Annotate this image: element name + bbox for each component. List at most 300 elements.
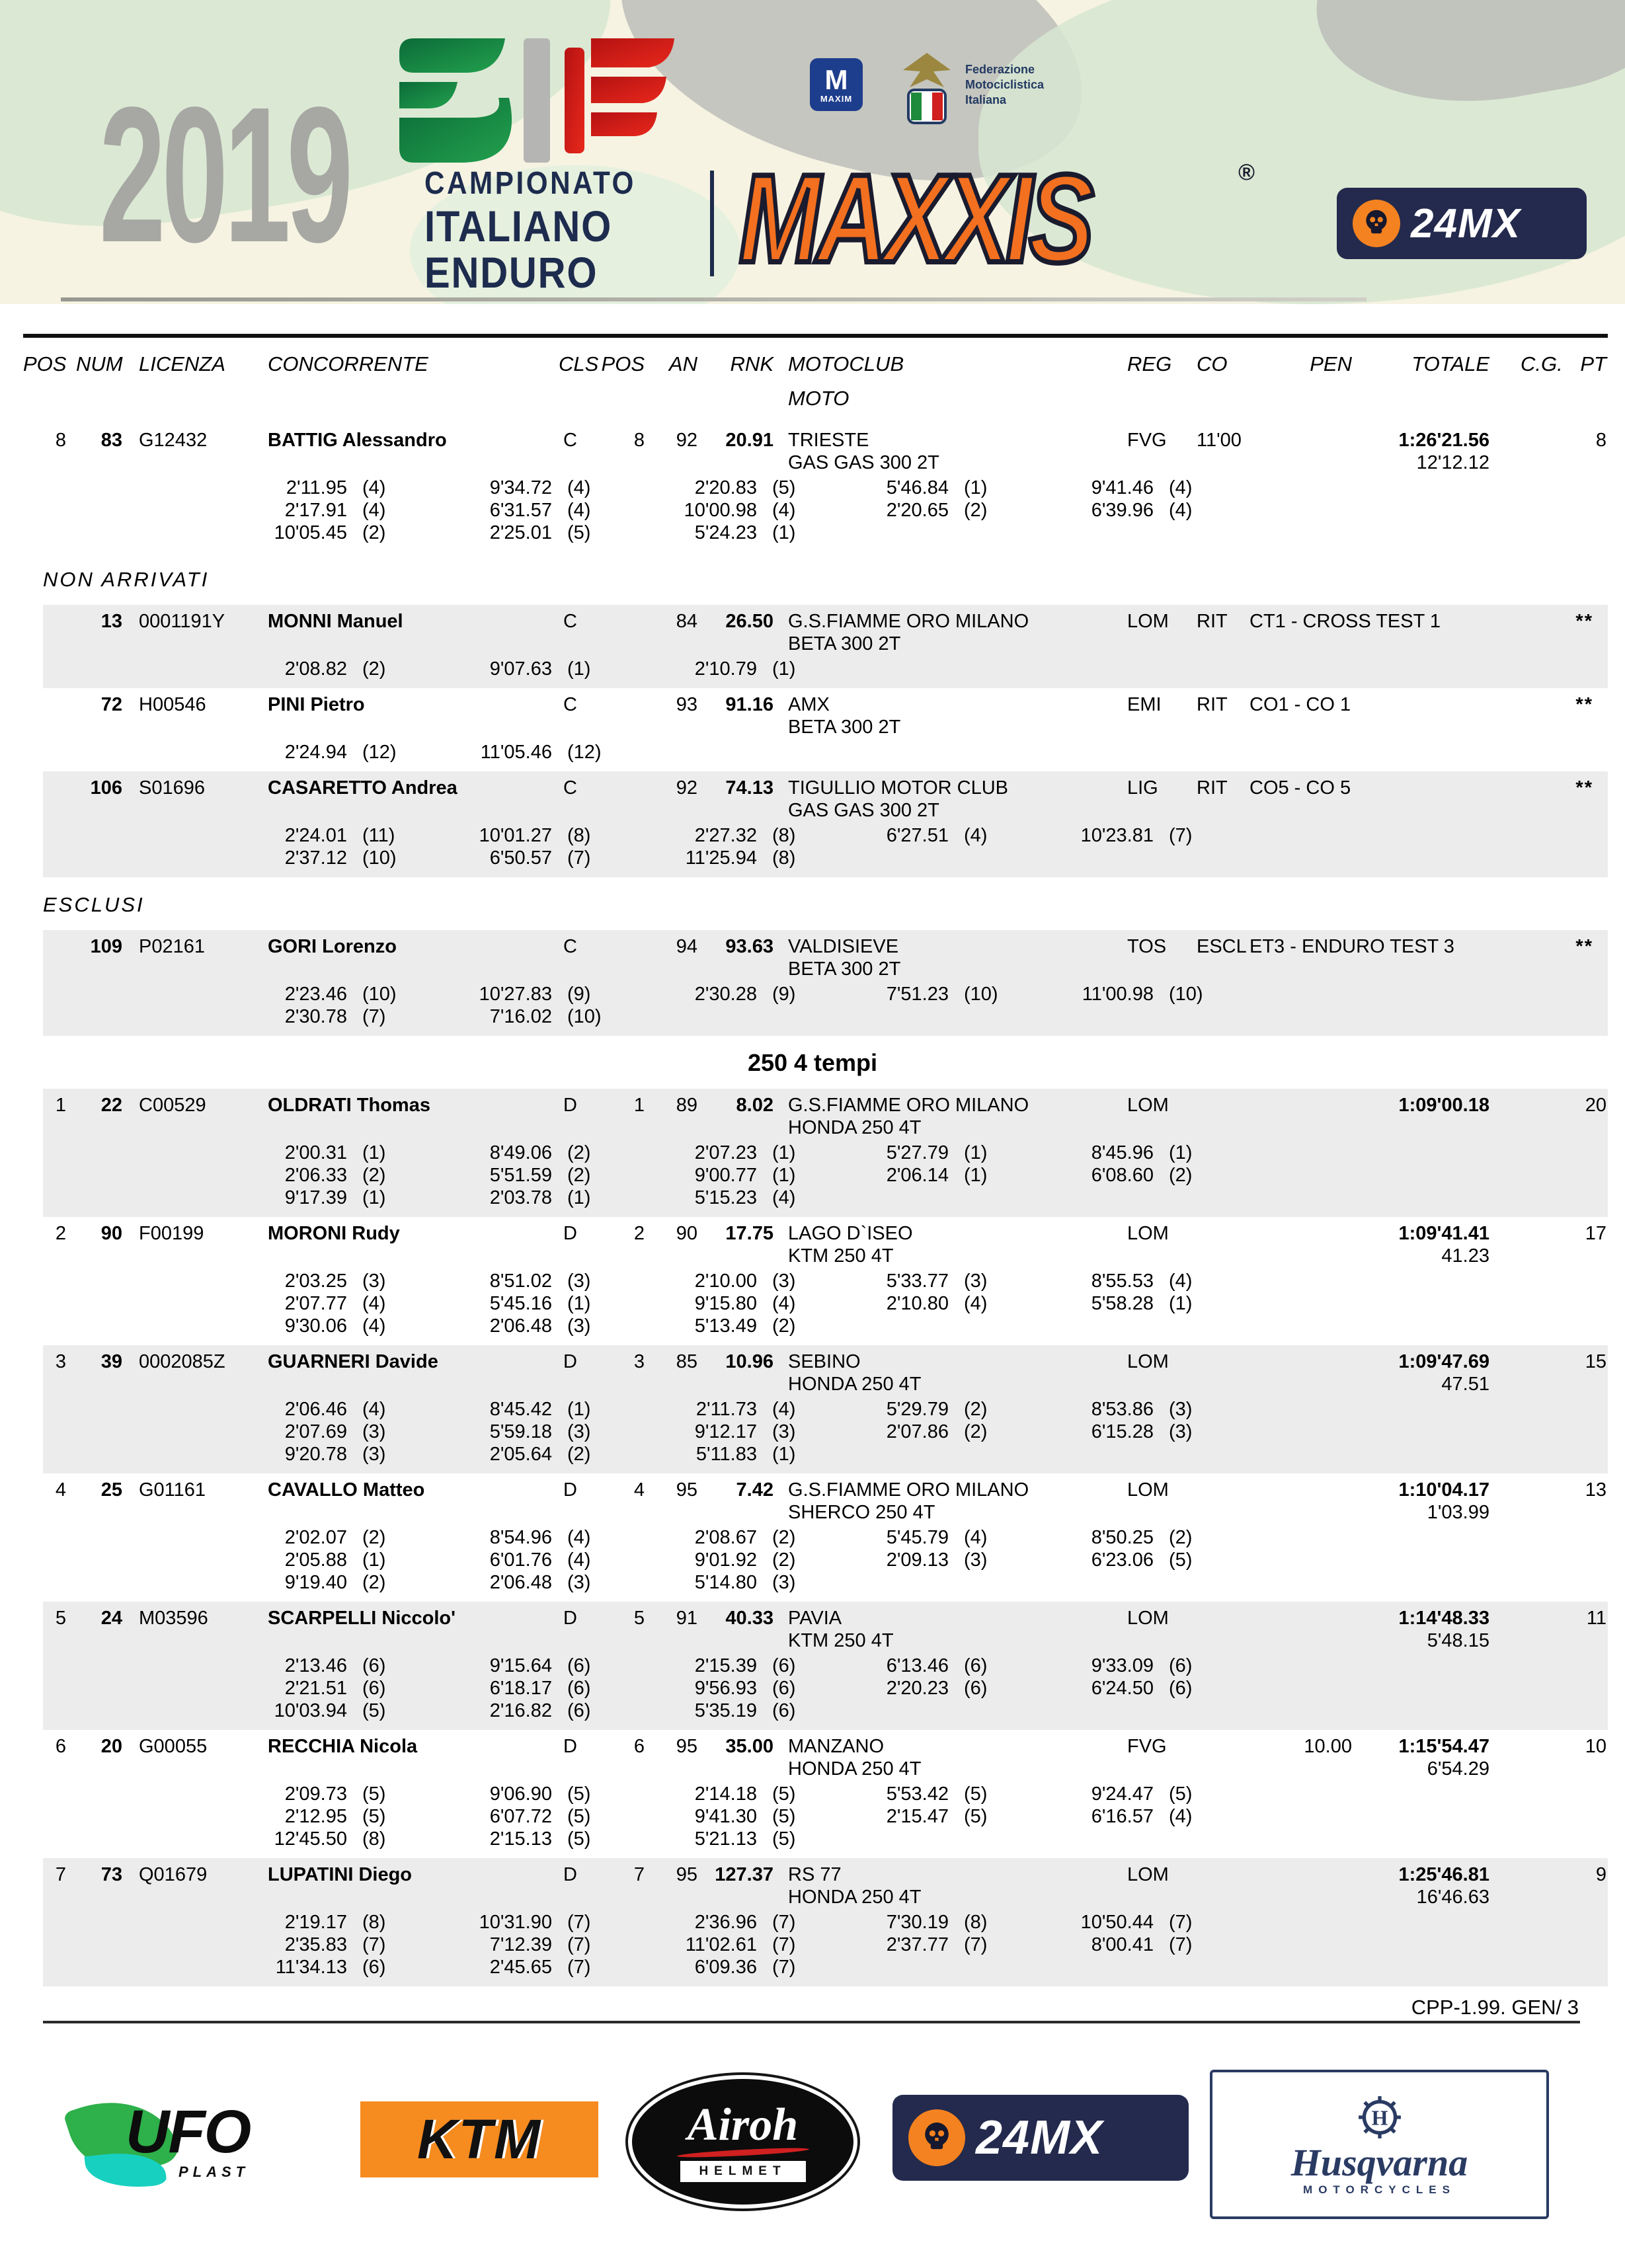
- cell-cls: C: [563, 430, 577, 451]
- cell-pos: 1: [55, 1095, 66, 1116]
- maxim-label: MAXIM: [820, 93, 853, 104]
- cell-test-time: 11'05.46: [480, 742, 552, 763]
- cell-motoclub: SEBINO: [788, 1351, 861, 1372]
- divider-line: [710, 171, 714, 276]
- cell-pos: 2: [55, 1223, 66, 1244]
- cell-test-time: 2'14.18: [694, 1783, 757, 1805]
- rider-row: [0, 605, 1625, 688]
- cell-rnk: 35.00: [725, 1736, 773, 1757]
- cell-pt: 15: [1585, 1351, 1606, 1372]
- cell-test-time: 9'30.06: [284, 1315, 347, 1337]
- cell-test-time: 6'27.51: [886, 825, 949, 846]
- cell-test-time: 2'11.73: [695, 1399, 757, 1420]
- cell-test-time: 2'37.77: [886, 1934, 949, 1955]
- cell-pt: 9: [1595, 1864, 1606, 1885]
- cell-test-rank: (8): [772, 847, 796, 869]
- cell-test-time: 2'09.13: [886, 1549, 949, 1571]
- cell-test-time: 9'17.39: [284, 1187, 347, 1208]
- cell-test-rank: (2): [362, 1165, 386, 1186]
- cell-test-time: 2'10.00: [694, 1271, 757, 1292]
- cell-test-rank: (3): [567, 1421, 591, 1442]
- cell-moto: GAS GAS 300 2T: [788, 452, 939, 473]
- cell-test-time: 2'11.95: [286, 477, 347, 498]
- skull-icon: [1353, 200, 1400, 247]
- cell-motoclub: G.S.FIAMME ORO MILANO: [788, 611, 1029, 632]
- cell-test-time: 5'15.23: [694, 1187, 757, 1208]
- cell-motoclub: G.S.FIAMME ORO MILANO: [788, 1095, 1029, 1116]
- cell-test-rank: (5): [772, 1806, 796, 1827]
- cell-test-time: 9'19.40: [284, 1572, 347, 1593]
- cell-test-time: 2'19.17: [284, 1912, 347, 1933]
- cell-test-rank: (1): [772, 1165, 796, 1186]
- cell-test-time: 2'20.65: [886, 500, 949, 521]
- cell-moto: HONDA 250 4T: [788, 1758, 922, 1779]
- cell-pos: 8: [55, 430, 66, 451]
- cell-rnk: 74.13: [725, 777, 773, 799]
- col-pen: PEN: [1310, 352, 1352, 375]
- cell-test-time: 2'35.83: [284, 1934, 347, 1955]
- cell-num: 90: [100, 1223, 122, 1244]
- cell-reg: LOM: [1127, 1608, 1169, 1629]
- cell-test-rank: (1): [964, 1165, 988, 1186]
- cell-test-time: 6'09.36: [694, 1957, 757, 1978]
- cell-rnk: 17.75: [725, 1223, 773, 1244]
- cell-licenza: 0001191Y: [139, 611, 225, 632]
- cell-an: 95: [676, 1736, 697, 1757]
- cell-reg: LOM: [1127, 1223, 1169, 1244]
- cell-test-time: 5'46.84: [886, 477, 949, 498]
- cell-test-time: 2'27.32: [694, 825, 757, 846]
- 24mx-label: 24MX: [1411, 200, 1521, 247]
- cell-rnk: 8.02: [736, 1095, 773, 1116]
- cell-test-time: 2'03.78: [489, 1187, 552, 1208]
- cell-test-time: 2'37.12: [284, 847, 347, 869]
- cell-pos: 3: [55, 1351, 66, 1372]
- cell-test-rank: (4): [567, 1527, 591, 1548]
- cell-test-rank: (7): [1169, 1912, 1193, 1933]
- cell-cls: D: [563, 1223, 577, 1244]
- cell-cls: D: [563, 1864, 577, 1885]
- cell-test-rank: (11): [362, 825, 395, 846]
- cell-test-rank: (6): [567, 1655, 591, 1676]
- cell-test-time: 8'45.96: [1091, 1142, 1154, 1163]
- cell-pos2: 3: [633, 1351, 645, 1372]
- cell-pt: 11: [1586, 1608, 1606, 1629]
- cell-an: 85: [676, 1351, 697, 1372]
- cell-test-rank: (5): [964, 1783, 988, 1805]
- cell-test-time: 2'36.96: [694, 1912, 757, 1933]
- cell-an: 92: [676, 430, 697, 451]
- cell-test-time: 2'30.28: [694, 984, 757, 1005]
- cell-an: 90: [676, 1223, 697, 1244]
- cell-name: CASARETTO Andrea: [268, 777, 457, 799]
- cell-test-time: 2'07.23: [694, 1142, 757, 1163]
- cell-test-rank: (7): [567, 1934, 591, 1955]
- cell-pos2: 2: [633, 1223, 645, 1244]
- cell-test-time: 7'30.19: [886, 1912, 949, 1933]
- cell-name: CAVALLO Matteo: [268, 1479, 425, 1501]
- cell-test-time: 2'08.67: [694, 1527, 757, 1548]
- cell-name: RECCHIA Nicola: [268, 1736, 418, 1757]
- cell-test-time: 2'24.94: [284, 742, 347, 763]
- ufo-label: UFO: [126, 2098, 251, 2166]
- col-cg: C.G.: [1521, 352, 1563, 375]
- airoh-sublabel: HELMET: [680, 2161, 806, 2182]
- cell-test-rank: (3): [964, 1549, 988, 1571]
- cell-test-time: 9'20.78: [284, 1444, 347, 1465]
- cell-totale: 1:14'48.33: [1398, 1608, 1489, 1629]
- cell-test-time: 6'24.50: [1091, 1678, 1154, 1699]
- cell-test-rank: (8): [964, 1912, 988, 1933]
- cell-test-rank: (3): [362, 1444, 386, 1465]
- cell-test-rank: (10): [1169, 984, 1203, 1005]
- cell-reg: LOM: [1127, 611, 1169, 632]
- cell-reg: LOM: [1127, 1095, 1169, 1116]
- cell-test-time: 9'41.30: [694, 1806, 757, 1827]
- svg-text:H: H: [1371, 2106, 1388, 2130]
- cell-cls: D: [563, 1351, 577, 1372]
- cell-test-rank: (4): [567, 1549, 591, 1571]
- cell-motoclub: G.S.FIAMME ORO MILANO: [788, 1479, 1029, 1501]
- cell-test-rank: (6): [362, 1957, 386, 1978]
- cell-test-rank: (6): [567, 1678, 591, 1699]
- cell-an: 95: [676, 1479, 697, 1501]
- cell-test-time: 8'55.53: [1091, 1271, 1154, 1292]
- cell-num: 25: [100, 1479, 122, 1501]
- cell-test-rank: (3): [772, 1572, 796, 1593]
- cell-test-rank: (5): [567, 522, 591, 543]
- results-sheet: [0, 304, 1625, 2255]
- cell-test-time: 2'15.39: [694, 1655, 757, 1676]
- cell-test-rank: (6): [772, 1655, 796, 1676]
- cell-licenza: F00199: [139, 1223, 204, 1244]
- cell-test-time: 2'21.51: [284, 1678, 347, 1699]
- airoh-label: Airoh: [687, 2099, 799, 2150]
- cell-test-time: 9'15.80: [694, 1293, 757, 1314]
- cell-rnk: 7.42: [736, 1479, 773, 1501]
- cell-test-time: 2'15.13: [489, 1828, 552, 1850]
- cell-test-rank: (2): [772, 1527, 796, 1548]
- cell-test-time: 10'27.83: [479, 984, 552, 1005]
- cell-test-time: 6'08.60: [1091, 1165, 1154, 1186]
- cell-test-rank: (4): [362, 1399, 386, 1420]
- cell-rnk: 93.63: [725, 936, 773, 957]
- col-pt: PT: [1580, 352, 1606, 375]
- ktm-label: KTM: [417, 2108, 541, 2170]
- cell-test-time: 5'58.28: [1091, 1293, 1154, 1314]
- husqvarna-gear-icon: [1355, 2092, 1405, 2142]
- cell-test-rank: (2): [362, 1527, 386, 1548]
- cell-test-time: 8'50.25: [1091, 1527, 1154, 1548]
- col-an: AN: [668, 352, 697, 375]
- cell-test-time: 2'06.33: [284, 1165, 347, 1186]
- cell-totale: 1:15'54.47: [1398, 1736, 1489, 1757]
- cell-rnk: 91.16: [725, 694, 773, 715]
- cell-num: 72: [100, 694, 122, 715]
- cell-test-time: 2'30.78: [284, 1006, 347, 1027]
- 24mx-label: 24MX: [976, 2111, 1103, 2164]
- cell-name: MONNI Manuel: [268, 611, 403, 632]
- cell-licenza: G00055: [139, 1736, 208, 1757]
- cell-test-rank: (5): [567, 1828, 591, 1850]
- cell-licenza: Q01679: [139, 1864, 208, 1885]
- cell-test-time: 2'16.82: [489, 1700, 552, 1721]
- cell-gap: 1'03.99: [1427, 1502, 1489, 1523]
- cell-test-rank: (1): [567, 1187, 591, 1208]
- cell-test-rank: (3): [567, 1315, 591, 1337]
- cell-test-time: 5'13.49: [694, 1315, 757, 1337]
- cell-test-rank: (4): [567, 477, 591, 498]
- cell-test-rank: (5): [772, 477, 796, 498]
- cell-test-rank: (7): [772, 1934, 796, 1955]
- series-title: [424, 0, 729, 304]
- cell-cls: D: [563, 1095, 577, 1116]
- cell-test-rank: (4): [362, 1315, 386, 1337]
- cell-reg: LOM: [1127, 1864, 1169, 1885]
- cell-test-rank: (3): [772, 1421, 796, 1442]
- col-pos: POS: [23, 352, 67, 375]
- cell-moto: BETA 300 2T: [788, 717, 901, 738]
- cell-cls: C: [563, 936, 577, 957]
- cell-test-rank: (4): [964, 1527, 988, 1548]
- cell-test-rank: (6): [964, 1655, 988, 1676]
- cell-gap: 47.51: [1441, 1374, 1489, 1395]
- cell-test-time: 10'00.98: [684, 500, 757, 521]
- cell-test-rank: (10): [567, 1006, 602, 1027]
- cell-test-time: 9'34.72: [489, 477, 552, 498]
- ufo-logo: [79, 2090, 311, 2202]
- cell-test-rank: (1): [772, 658, 796, 680]
- cell-test-rank: (1): [772, 1142, 796, 1163]
- cell-test-time: 2'13.46: [284, 1655, 347, 1676]
- cell-test-rank: (2): [964, 1399, 988, 1420]
- cell-test-time: 9'06.90: [489, 1783, 552, 1805]
- cell-test-rank: (6): [1169, 1655, 1193, 1676]
- cell-test-time: 2'15.47: [886, 1806, 949, 1827]
- cell-test-time: 10'23.81: [1080, 825, 1154, 846]
- cell-test-time: 2'24.01: [284, 825, 347, 846]
- cell-test-time: 2'05.64: [489, 1444, 552, 1465]
- cell-test-time: 6'16.57: [1091, 1806, 1154, 1827]
- cell-moto: BETA 300 2T: [788, 633, 901, 654]
- cell-test-time: 11'00.98: [1082, 984, 1154, 1005]
- cell-test-rank: (7): [1169, 1934, 1193, 1955]
- cell-totale: 1:26'21.56: [1398, 430, 1489, 451]
- col-rnk: RNK: [730, 352, 773, 375]
- rider-row: [0, 1089, 1625, 1217]
- cell-test-rank: (4): [567, 500, 591, 521]
- cell-rnk: 10.96: [725, 1351, 773, 1372]
- cell-name: GUARNERI Davide: [268, 1351, 438, 1372]
- cell-name: GORI Lorenzo: [268, 936, 397, 957]
- cell-moto: HONDA 250 4T: [788, 1117, 922, 1138]
- fmi-eagle-icon: [894, 50, 960, 130]
- cell-test-rank: (4): [1169, 1271, 1193, 1292]
- cell-test-time: 7'12.39: [489, 1934, 552, 1955]
- cell-licenza: 0002085Z: [139, 1351, 225, 1372]
- cell-totale: 1:10'04.17: [1398, 1479, 1489, 1501]
- ufo-sublabel: PLAST: [178, 2164, 250, 2180]
- cell-licenza: G12432: [139, 430, 208, 451]
- cell-motoclub: PAVIA: [788, 1608, 842, 1629]
- cell-test-time: 6'18.17: [489, 1678, 552, 1699]
- rider-row: [0, 771, 1625, 877]
- cell-rnk: 20.91: [725, 430, 773, 451]
- cell-motoclub: VALDISIEVE: [788, 936, 899, 957]
- cell-motoclub: MANZANO: [788, 1736, 884, 1757]
- cell-an: 95: [676, 1864, 697, 1885]
- rider-row: [0, 1217, 1625, 1345]
- cell-licenza: C00529: [139, 1095, 206, 1116]
- cell-an: 91: [676, 1608, 697, 1629]
- cell-test-rank: (6): [362, 1678, 386, 1699]
- cell-test-rank: (3): [1169, 1421, 1193, 1442]
- cell-licenza: H00546: [139, 694, 206, 715]
- cell-test-rank: (1): [362, 1549, 386, 1571]
- ktm-logo: [360, 2101, 598, 2177]
- cell-gap: 6'54.29: [1427, 1758, 1489, 1779]
- cell-test-time: 9'00.77: [694, 1165, 757, 1186]
- cell-moto: BETA 300 2T: [788, 958, 901, 980]
- cell-test-time: 5'45.16: [489, 1293, 552, 1314]
- cell-test-time: 2'09.73: [284, 1783, 347, 1805]
- cell-an: 93: [676, 694, 697, 715]
- cell-totale: 1:09'47.69: [1398, 1351, 1489, 1372]
- cell-pos: 5: [55, 1608, 66, 1629]
- cell-totale: 1:25'46.81: [1398, 1864, 1489, 1885]
- cell-test-time: 9'41.46: [1091, 477, 1154, 498]
- table-header: [23, 334, 1608, 424]
- cell-cls: D: [563, 1479, 577, 1501]
- cell-test-time: 9'07.63: [489, 658, 552, 680]
- cell-test-time: 10'05.45: [274, 522, 347, 543]
- cell-moto: SHERCO 250 4T: [788, 1502, 935, 1523]
- cell-moto: HONDA 250 4T: [788, 1374, 922, 1395]
- cell-test-time: 7'51.23: [886, 984, 949, 1005]
- cell-co: ESCL: [1197, 936, 1247, 957]
- section-label: ESCLUSI: [43, 893, 145, 916]
- cell-rnk: 26.50: [725, 611, 773, 632]
- cell-test-rank: (7): [567, 847, 591, 869]
- col-num: NUM: [76, 352, 123, 375]
- cell-test-rank: (1): [772, 522, 796, 543]
- cell-test-time: 5'29.79: [886, 1399, 949, 1420]
- cell-mark: **: [1575, 936, 1593, 957]
- cell-test-rank: (2): [772, 1549, 796, 1571]
- cell-test-time: 7'16.02: [489, 1006, 552, 1027]
- cell-note: ET3 - ENDURO TEST 3: [1249, 936, 1454, 957]
- cell-test-time: 2'07.77: [284, 1293, 347, 1314]
- cell-test-time: 8'51.02: [489, 1271, 552, 1292]
- cell-cls: D: [563, 1736, 577, 1757]
- cell-test-rank: (2): [567, 1142, 591, 1163]
- cell-test-rank: (2): [362, 1572, 386, 1593]
- cell-reg: FVG: [1127, 430, 1167, 451]
- cell-pt: 10: [1585, 1736, 1606, 1757]
- col-co: CO: [1197, 352, 1228, 375]
- cell-test-time: 5'21.13: [694, 1828, 757, 1850]
- col-reg: REG: [1127, 352, 1172, 375]
- 24mx-logo-header: [1337, 188, 1587, 259]
- cell-test-time: 5'14.80: [694, 1572, 757, 1593]
- cell-an: 94: [676, 936, 697, 957]
- cell-test-time: 2'05.88: [284, 1549, 347, 1571]
- cell-test-rank: (7): [567, 1957, 591, 1978]
- cell-test-rank: (3): [362, 1271, 386, 1292]
- cell-test-rank: (8): [772, 825, 796, 846]
- cell-test-time: 2'20.83: [694, 477, 757, 498]
- cell-name: BATTIG Alessandro: [268, 430, 447, 451]
- cell-co: 11'00: [1197, 430, 1242, 451]
- cell-test-rank: (2): [964, 500, 988, 521]
- year-label: 2019: [99, 67, 349, 282]
- cell-cls: C: [563, 777, 577, 799]
- cell-test-time: 6'50.57: [489, 847, 552, 869]
- cell-test-time: 2'07.69: [284, 1421, 347, 1442]
- rider-row: [0, 1473, 1625, 1602]
- cell-pos: 7: [55, 1864, 66, 1885]
- rider-row: [0, 1858, 1625, 1986]
- cell-motoclub: AMX: [788, 694, 830, 715]
- cell-test-time: 11'02.61: [685, 1934, 757, 1955]
- cell-test-time: 6'01.76: [489, 1549, 552, 1571]
- cell-test-rank: (4): [1169, 500, 1193, 521]
- cell-test-rank: (4): [772, 1187, 796, 1208]
- skull-icon: [908, 2109, 965, 2166]
- cell-pt: 17: [1585, 1223, 1606, 1244]
- cell-mark: **: [1575, 611, 1593, 632]
- cell-reg: LIG: [1127, 777, 1158, 799]
- cell-test-time: 9'01.92: [694, 1549, 757, 1571]
- cell-test-time: 6'15.28: [1091, 1421, 1154, 1442]
- maxim-letter: M: [824, 63, 848, 95]
- cell-licenza: S01696: [139, 777, 205, 799]
- cell-test-rank: (7): [1169, 825, 1193, 846]
- cell-test-rank: (4): [362, 477, 386, 498]
- col-moto: MOTO: [788, 387, 850, 410]
- cell-reg: FVG: [1127, 1736, 1167, 1757]
- cell-test-time: 8'49.06: [489, 1142, 552, 1163]
- cell-test-time: 2'17.91: [284, 500, 347, 521]
- cell-gap: 41.23: [1441, 1245, 1489, 1267]
- cell-num: 109: [90, 936, 122, 957]
- cell-test-rank: (6): [964, 1678, 988, 1699]
- cell-test-time: 5'11.83: [695, 1444, 757, 1465]
- cell-moto: KTM 250 4T: [788, 1630, 894, 1651]
- cell-co: RIT: [1197, 611, 1228, 632]
- cell-test-rank: (5): [362, 1806, 386, 1827]
- cell-test-rank: (7): [567, 1912, 591, 1933]
- cell-mark: **: [1575, 777, 1593, 799]
- cell-pos: 6: [55, 1736, 66, 1757]
- cell-num: 13: [100, 611, 122, 632]
- cell-pos2: 4: [633, 1479, 645, 1501]
- cell-test-rank: (3): [1169, 1399, 1193, 1420]
- cell-test-rank: (7): [772, 1957, 796, 1978]
- cell-test-time: 6'13.46: [886, 1655, 949, 1676]
- cell-test-time: 2'07.86: [886, 1421, 949, 1442]
- cell-test-rank: (4): [964, 825, 988, 846]
- cell-test-rank: (8): [567, 825, 591, 846]
- cell-test-time: 2'10.80: [886, 1293, 949, 1314]
- cell-test-rank: (7): [362, 1006, 386, 1027]
- cell-test-rank: (2): [1169, 1527, 1193, 1548]
- cell-cls: C: [563, 694, 577, 715]
- cell-test-rank: (9): [772, 984, 796, 1005]
- cell-pos: 4: [55, 1479, 66, 1501]
- maxim-logo: [810, 58, 863, 111]
- cell-name: PINI Pietro: [268, 694, 365, 715]
